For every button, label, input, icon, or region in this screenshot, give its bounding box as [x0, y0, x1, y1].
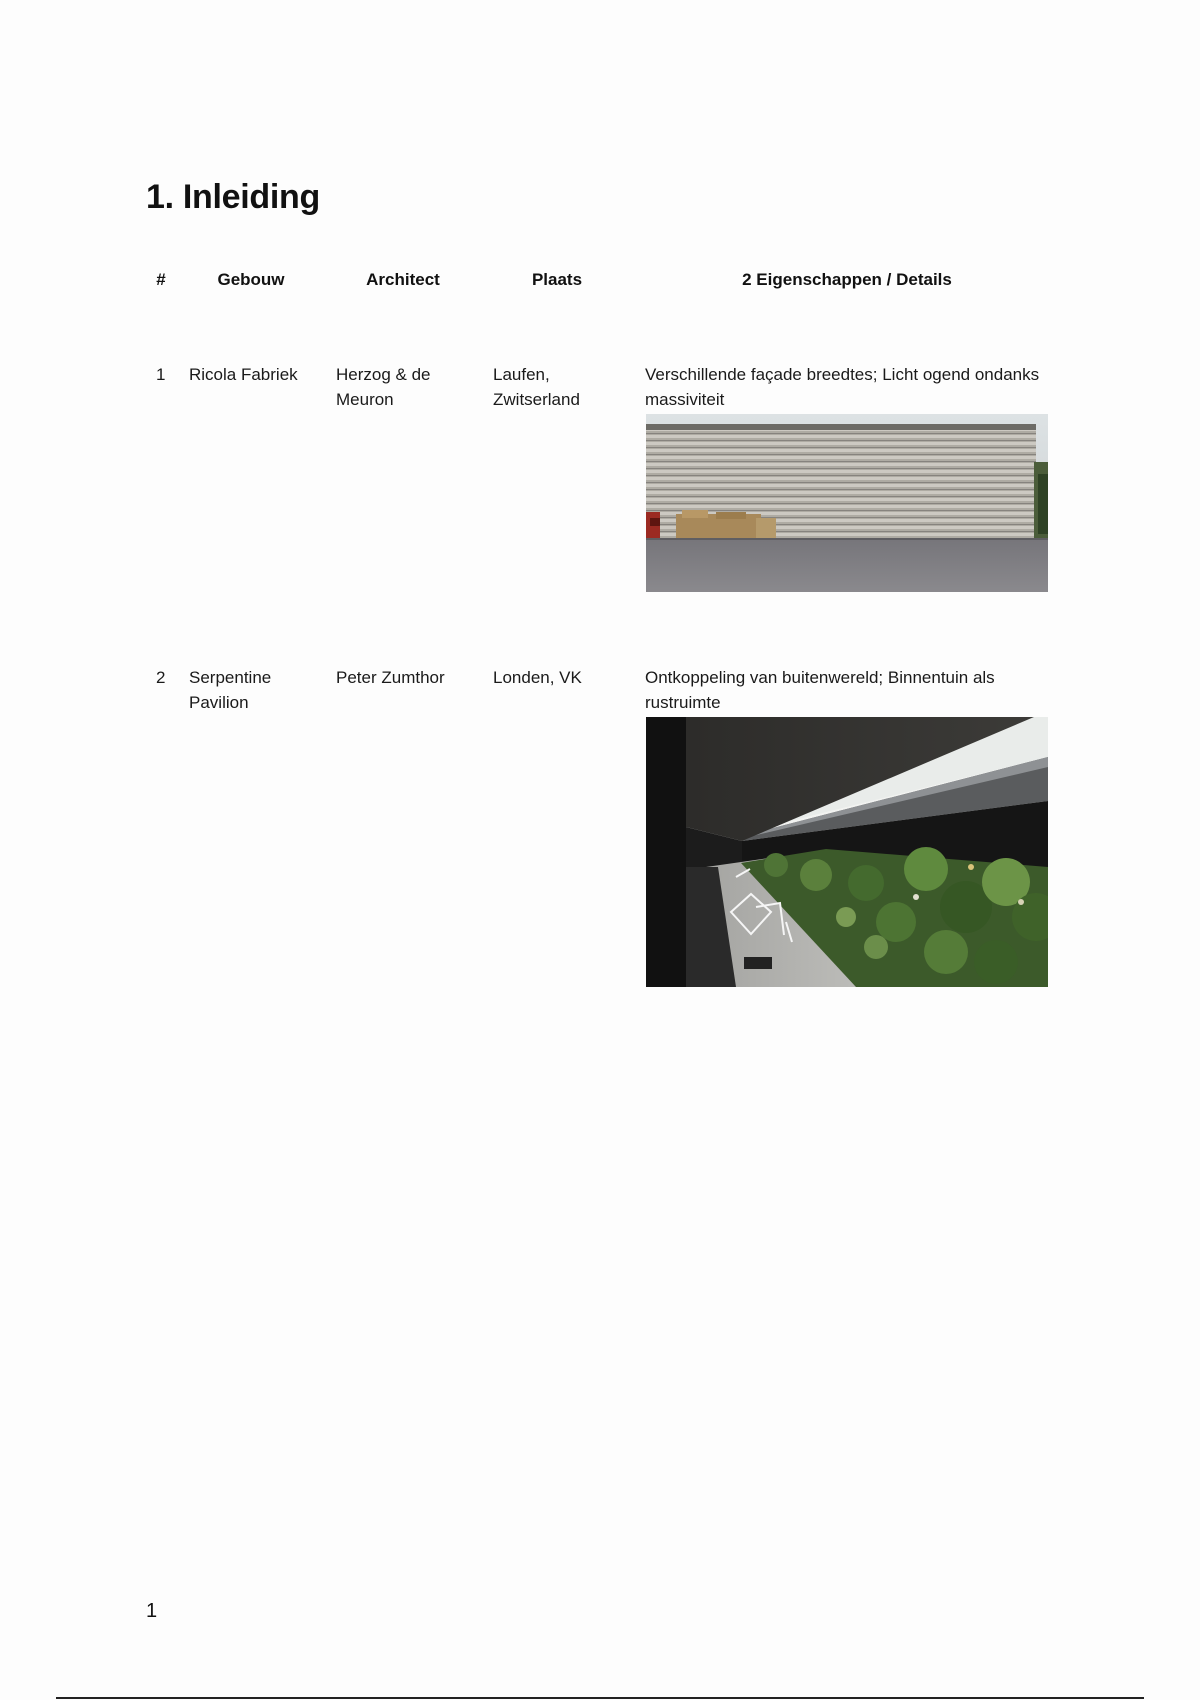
header-number: # — [156, 270, 166, 289]
building-name: Ricola Fabriek — [189, 365, 298, 384]
place-name: Londen, VK — [493, 668, 582, 687]
ricola-facade-photo — [646, 414, 1048, 592]
row-number: 2 — [156, 668, 166, 687]
page-title: 1. Inleiding — [146, 178, 320, 216]
building-name: Serpentine Pavilion — [189, 668, 272, 712]
header-architect: Architect — [366, 270, 440, 289]
header-place: Plaats — [531, 270, 583, 289]
header-details: 2 Eigenschappen / Details — [742, 270, 952, 289]
architect-name: Herzog & de Meuron — [336, 365, 431, 409]
page-number: 1 — [146, 1600, 158, 1622]
details-text: Ontkoppeling van buitenwereld; Binnentuin als rustruimte — [645, 668, 995, 712]
architect-name: Peter Zumthor — [336, 668, 445, 687]
footer-rule — [56, 1697, 1144, 1699]
place-name: Laufen, Zwitserland — [493, 365, 580, 409]
details-text: Verschillende façade breedtes; Licht ogend ondanks massiviteit — [645, 365, 1040, 409]
header-building: Gebouw — [217, 270, 285, 289]
row-number: 1 — [156, 365, 166, 384]
serpentine-garden-photo — [646, 717, 1048, 987]
